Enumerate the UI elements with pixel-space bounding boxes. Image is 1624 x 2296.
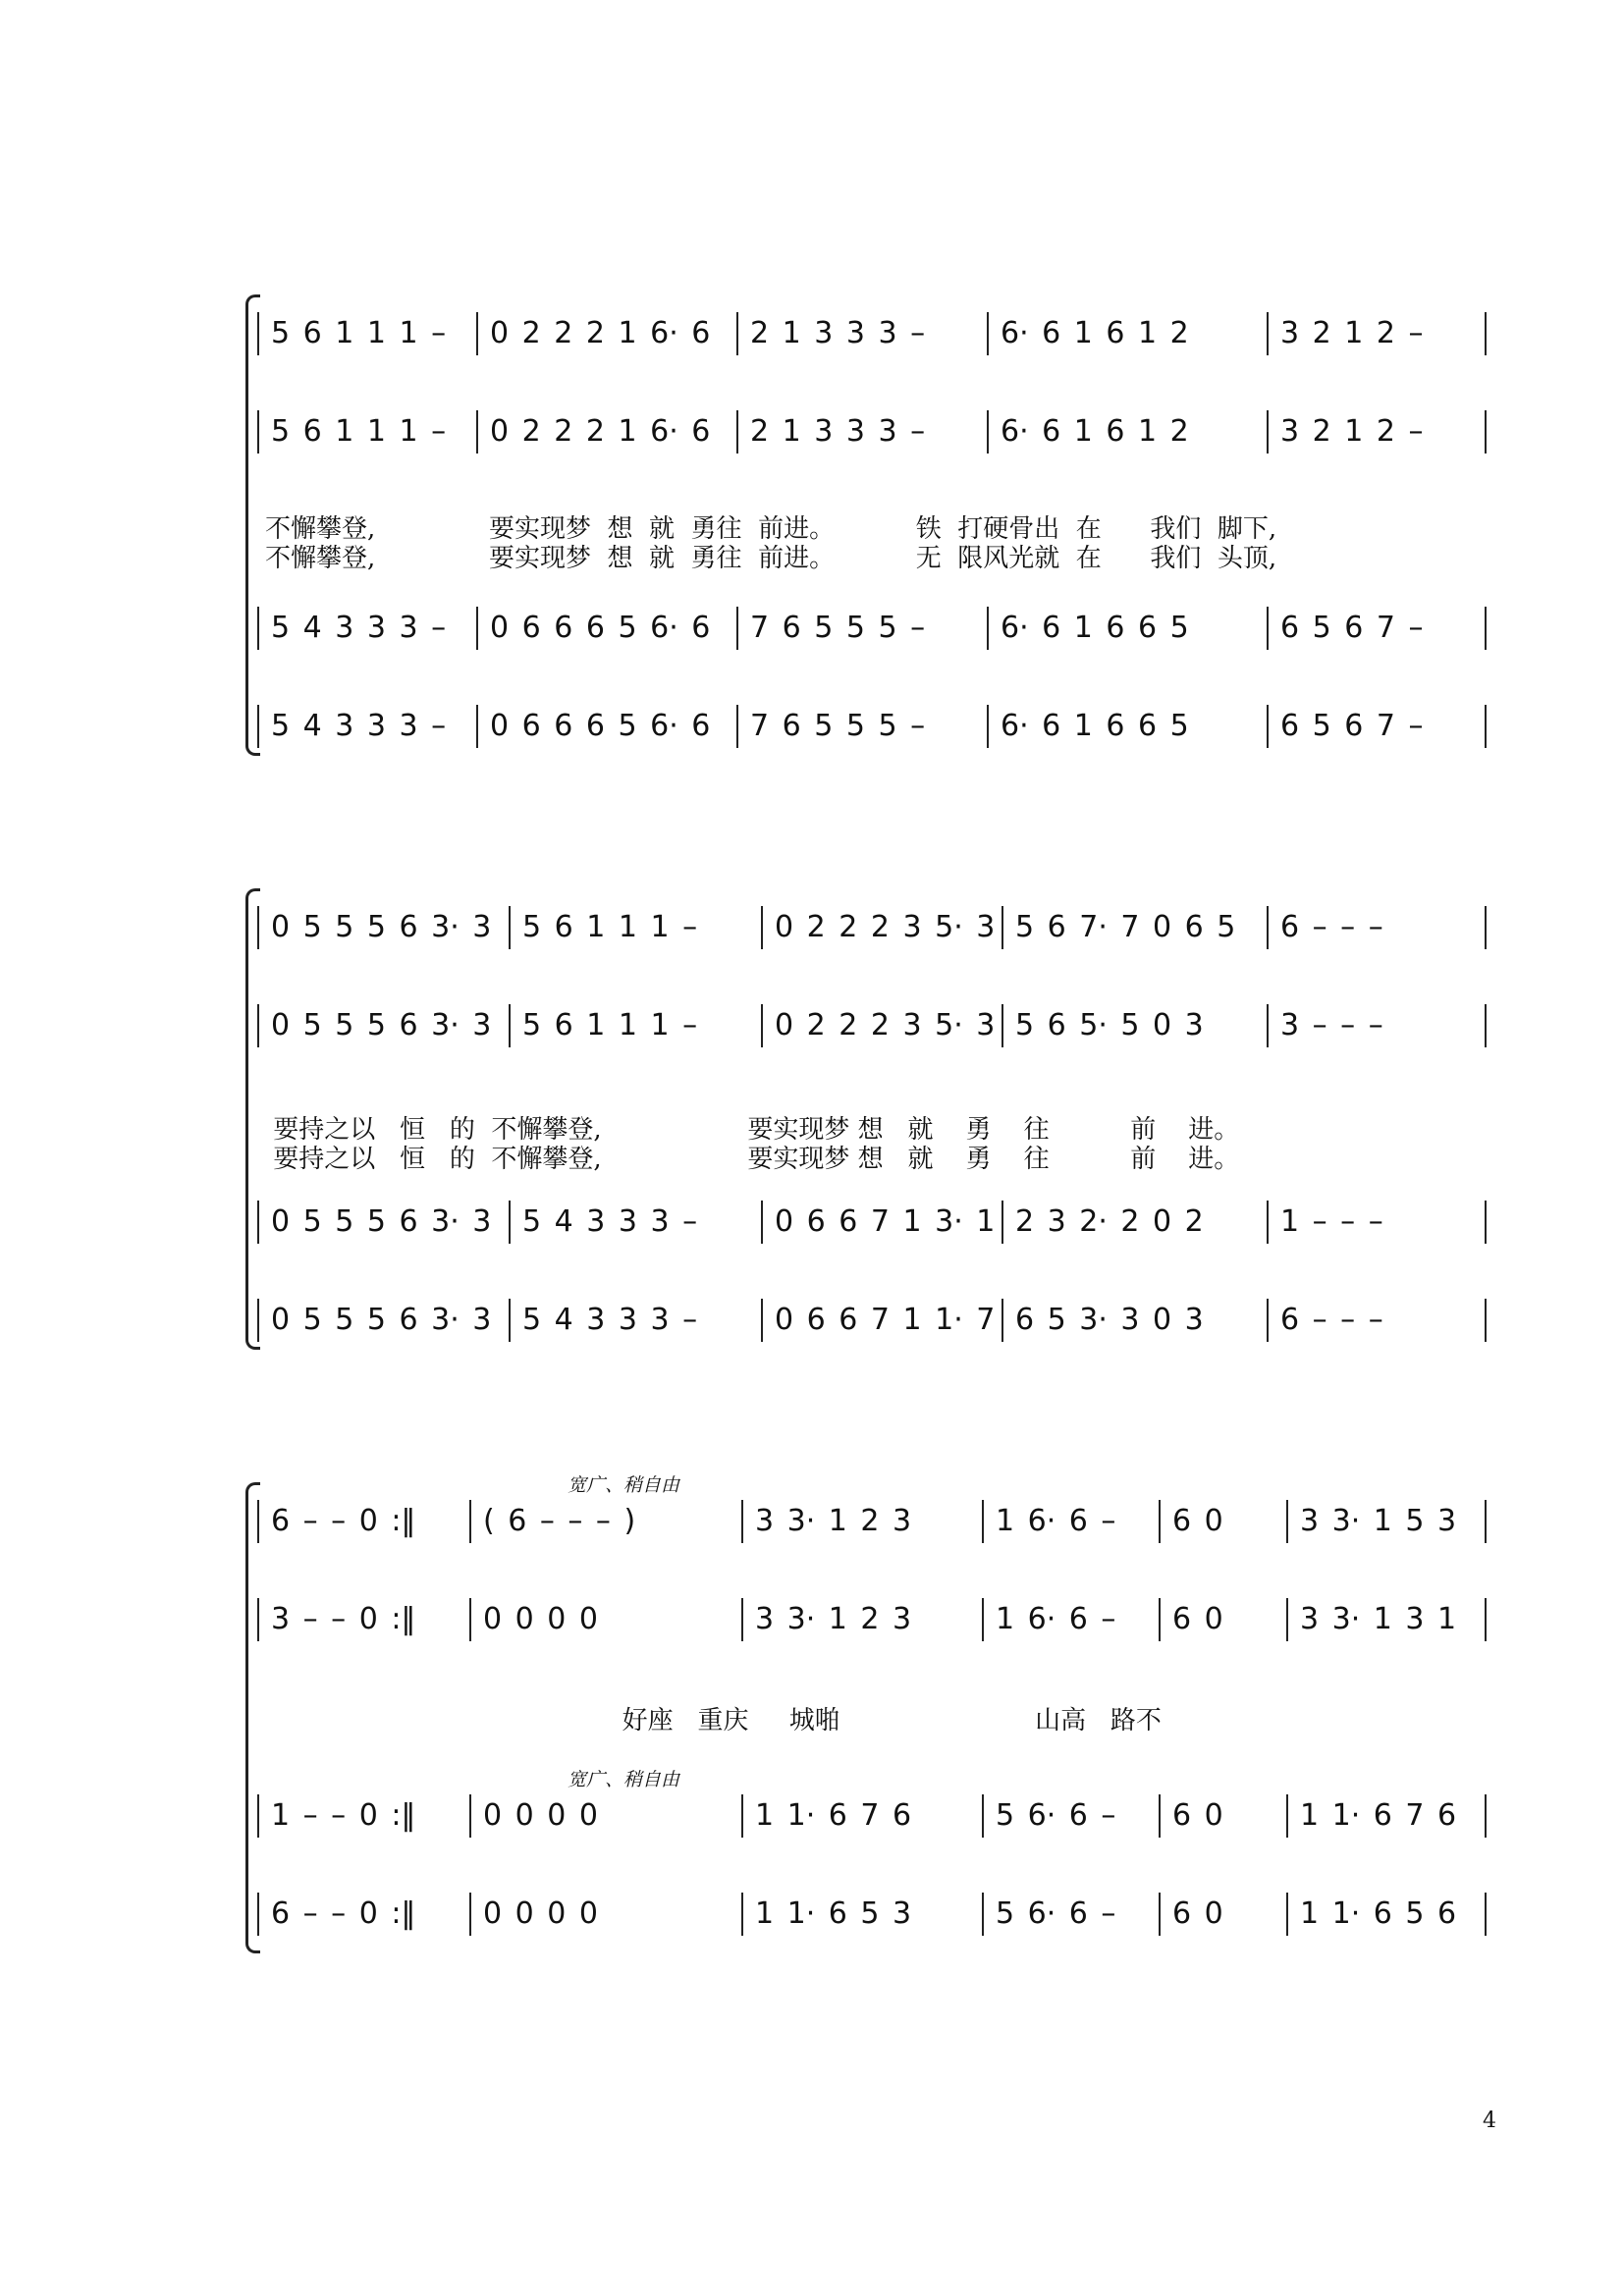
staff-soprano-1 <box>245 906 1485 965</box>
barline <box>1485 1004 1487 1047</box>
barline <box>1286 1500 1288 1543</box>
barline <box>1485 906 1487 949</box>
barline <box>736 312 738 355</box>
measure-notes: 5 4 3 3 3 – <box>522 1303 698 1337</box>
barline <box>257 705 259 748</box>
lyrics-line-1: 好座 重庆 城啪 山高 路不 <box>265 1706 1162 1735</box>
lyrics-line-1: 要持之以 恒 的 不懈攀登, 要实现梦 想 就 勇 往 前 进。 <box>265 1115 1240 1145</box>
measure-notes: 0 2 2 2 3 5· 3 <box>775 910 996 944</box>
measure-notes: 5 6 1 1 1 – <box>271 316 447 350</box>
barline <box>761 1299 763 1342</box>
measure-notes: 6 – – – <box>1280 1303 1383 1337</box>
barline <box>257 410 259 454</box>
measure-notes: 6 5 6 7 – <box>1280 611 1424 645</box>
measure-notes: 0 0 0 0 <box>483 1602 598 1636</box>
barline <box>257 312 259 355</box>
measure-notes: 2 3 2· 2 0 2 <box>1015 1204 1204 1239</box>
page-number: 4 <box>1483 2109 1496 2133</box>
measure-notes: 5 4 3 3 3 – <box>522 1204 698 1239</box>
barline <box>1267 1201 1269 1244</box>
barline <box>1267 1299 1269 1342</box>
barline <box>1485 312 1487 355</box>
barline <box>736 410 738 454</box>
tempo-marking-lower: 宽广、稍自由 <box>568 1769 680 1790</box>
barline <box>741 1598 743 1641</box>
barline <box>1485 1794 1487 1838</box>
barline <box>257 1500 259 1543</box>
measure-notes: 5 6 1 1 1 – <box>522 910 698 944</box>
barline <box>1267 1004 1269 1047</box>
measure-notes: 5 6 1 1 1 – <box>271 414 447 449</box>
measure-notes: 0 2 2 2 1 6· 6 <box>490 414 711 449</box>
barline <box>1485 607 1487 650</box>
measure-notes: 3 2 1 2 – <box>1280 414 1424 449</box>
staff-soprano-1 <box>245 1500 1485 1559</box>
system-3 <box>245 1474 1485 1953</box>
barline <box>469 1598 471 1641</box>
measure-notes: 0 5 5 5 6 3· 3 <box>271 1204 492 1239</box>
measure-notes: 6 – – – <box>1280 910 1383 944</box>
measure-notes: 0 6 6 7 1 3· 1 <box>775 1204 996 1239</box>
barline <box>741 1500 743 1543</box>
barline <box>1267 607 1269 650</box>
barline <box>982 1598 984 1641</box>
measure-notes: 0 2 2 2 3 5· 3 <box>775 1008 996 1042</box>
barline <box>1286 1794 1288 1838</box>
barline <box>509 1299 511 1342</box>
barline <box>736 705 738 748</box>
staff-soprano-2 <box>245 410 1485 469</box>
lyrics-line-1: 不懈攀登, 要实现梦 想 就 勇往 前进。 铁 打硬骨出 在 我们 脚下, <box>265 514 1277 544</box>
system-bracket <box>245 1492 260 1944</box>
barline <box>257 1004 259 1047</box>
staff-soprano-2 <box>245 1598 1485 1657</box>
barline <box>1485 1893 1487 1936</box>
barline <box>476 607 478 650</box>
barline <box>1001 1004 1003 1047</box>
measure-notes: 5 6· 6 – <box>996 1896 1116 1931</box>
barline <box>469 1794 471 1838</box>
measure-notes: 6 5 6 7 – <box>1280 709 1424 743</box>
barline <box>476 705 478 748</box>
barline <box>987 607 989 650</box>
barline <box>1286 1598 1288 1641</box>
barline <box>1485 1500 1487 1543</box>
measure-notes: 6· 6 1 6 6 5 <box>1001 611 1189 645</box>
measure-notes: 3 2 1 2 – <box>1280 316 1424 350</box>
measure-notes: 3 – – – <box>1280 1008 1383 1042</box>
barline <box>257 1794 259 1838</box>
measure-notes: 1 – – 0 :‖ <box>271 1798 416 1833</box>
barline <box>1267 410 1269 454</box>
barline <box>741 1794 743 1838</box>
measure-notes: 5 6 7· 7 0 6 5 <box>1015 910 1236 944</box>
measure-notes: 7 6 5 5 5 – <box>750 709 926 743</box>
barline <box>1267 906 1269 949</box>
tempo-marking: 宽广、稍自由 <box>568 1474 680 1496</box>
barline <box>257 1299 259 1342</box>
staff-alto-1 <box>245 1201 1485 1259</box>
measure-notes: 1 1· 6 7 6 <box>755 1798 912 1833</box>
staff-alto-2 <box>245 1299 1485 1358</box>
measure-notes: 1 1· 6 5 6 <box>1300 1896 1457 1931</box>
barline <box>469 1500 471 1543</box>
barline <box>476 410 478 454</box>
barline <box>982 1794 984 1838</box>
measure-notes: 0 5 5 5 6 3· 3 <box>271 1008 492 1042</box>
barline <box>1485 1299 1487 1342</box>
staff-alto-2 <box>245 705 1485 764</box>
staff-soprano-2 <box>245 1004 1485 1063</box>
barline <box>982 1893 984 1936</box>
measure-notes: 7 6 5 5 5 – <box>750 611 926 645</box>
barline <box>1001 906 1003 949</box>
measure-notes: 6 0 <box>1172 1798 1223 1833</box>
barline <box>1485 705 1487 748</box>
staff-alto-2 <box>245 1893 1485 1951</box>
measure-notes: 0 2 2 2 1 6· 6 <box>490 316 711 350</box>
measure-notes: 5 6· 6 – <box>996 1798 1116 1833</box>
measure-notes: 1 6· 6 – <box>996 1602 1116 1636</box>
measure-notes: 0 5 5 5 6 3· 3 <box>271 1303 492 1337</box>
measure-notes: 6 – – 0 :‖ <box>271 1504 416 1538</box>
barline <box>982 1500 984 1543</box>
measure-notes: 6 – – 0 :‖ <box>271 1896 416 1931</box>
measure-notes: 2 1 3 3 3 – <box>750 414 926 449</box>
measure-notes: 0 6 6 6 5 6· 6 <box>490 709 711 743</box>
barline <box>257 1201 259 1244</box>
measure-notes: 3 3· 1 3 1 <box>1300 1602 1457 1636</box>
barline <box>257 1893 259 1936</box>
measure-notes: 5 6 5· 5 0 3 <box>1015 1008 1204 1042</box>
measure-notes: 6· 6 1 6 1 2 <box>1001 316 1189 350</box>
measure-notes: 1 – – – <box>1280 1204 1383 1239</box>
lyrics-line-2: 要持之以 恒 的 不懈攀登, 要实现梦 想 就 勇 往 前 进。 <box>265 1145 1240 1174</box>
barline <box>1001 1201 1003 1244</box>
barline <box>257 1598 259 1641</box>
measure-notes: 5 4 3 3 3 – <box>271 709 447 743</box>
barline <box>509 906 511 949</box>
measure-notes: 0 0 0 0 <box>483 1896 598 1931</box>
barline <box>741 1893 743 1936</box>
barline <box>761 1004 763 1047</box>
barline <box>987 705 989 748</box>
measure-notes: 0 6 6 7 1 1· 7 <box>775 1303 996 1337</box>
measure-notes: 2 1 3 3 3 – <box>750 316 926 350</box>
barline <box>1286 1893 1288 1936</box>
measure-notes: ( 6 – – – ) <box>483 1504 636 1538</box>
barline <box>1267 705 1269 748</box>
barline <box>1485 1598 1487 1641</box>
measure-notes: 5 6 1 1 1 – <box>522 1008 698 1042</box>
barline <box>761 1201 763 1244</box>
measure-notes: 6· 6 1 6 1 2 <box>1001 414 1189 449</box>
staff-soprano-1 <box>245 312 1485 371</box>
measure-notes: 6 0 <box>1172 1896 1223 1931</box>
system-2 <box>245 888 1485 1360</box>
system-1 <box>245 294 1485 766</box>
measure-notes: 1 1· 6 7 6 <box>1300 1798 1457 1833</box>
staff-alto-1 <box>245 1794 1485 1853</box>
barline <box>469 1893 471 1936</box>
barline <box>1485 410 1487 454</box>
measure-notes: 6 0 <box>1172 1504 1223 1538</box>
measure-notes: 3 3· 1 5 3 <box>1300 1504 1457 1538</box>
barline <box>476 312 478 355</box>
staff-alto-1 <box>245 607 1485 666</box>
measure-notes: 3 3· 1 2 3 <box>755 1602 912 1636</box>
barline <box>761 906 763 949</box>
barline <box>1485 1201 1487 1244</box>
measure-notes: 1 6· 6 – <box>996 1504 1116 1538</box>
barline <box>1159 1794 1161 1838</box>
lyrics-line-2: 不懈攀登, 要实现梦 想 就 勇往 前进。 无 限风光就 在 我们 头顶, <box>265 544 1277 573</box>
measure-notes: 3 – – 0 :‖ <box>271 1602 416 1636</box>
measure-notes: 0 5 5 5 6 3· 3 <box>271 910 492 944</box>
measure-notes: 6· 6 1 6 6 5 <box>1001 709 1189 743</box>
barline <box>257 906 259 949</box>
barline <box>257 607 259 650</box>
barline <box>1267 312 1269 355</box>
measure-notes: 0 6 6 6 5 6· 6 <box>490 611 711 645</box>
barline <box>987 312 989 355</box>
barline <box>509 1201 511 1244</box>
barline <box>1159 1500 1161 1543</box>
barline <box>509 1004 511 1047</box>
barline <box>1001 1299 1003 1342</box>
measure-notes: 0 0 0 0 <box>483 1798 598 1833</box>
measure-notes: 3 3· 1 2 3 <box>755 1504 912 1538</box>
measure-notes: 1 1· 6 5 3 <box>755 1896 912 1931</box>
barline <box>736 607 738 650</box>
barline <box>987 410 989 454</box>
measure-notes: 6 0 <box>1172 1602 1223 1636</box>
measure-notes: 5 4 3 3 3 – <box>271 611 447 645</box>
barline <box>1159 1893 1161 1936</box>
barline <box>1159 1598 1161 1641</box>
measure-notes: 6 5 3· 3 0 3 <box>1015 1303 1204 1337</box>
